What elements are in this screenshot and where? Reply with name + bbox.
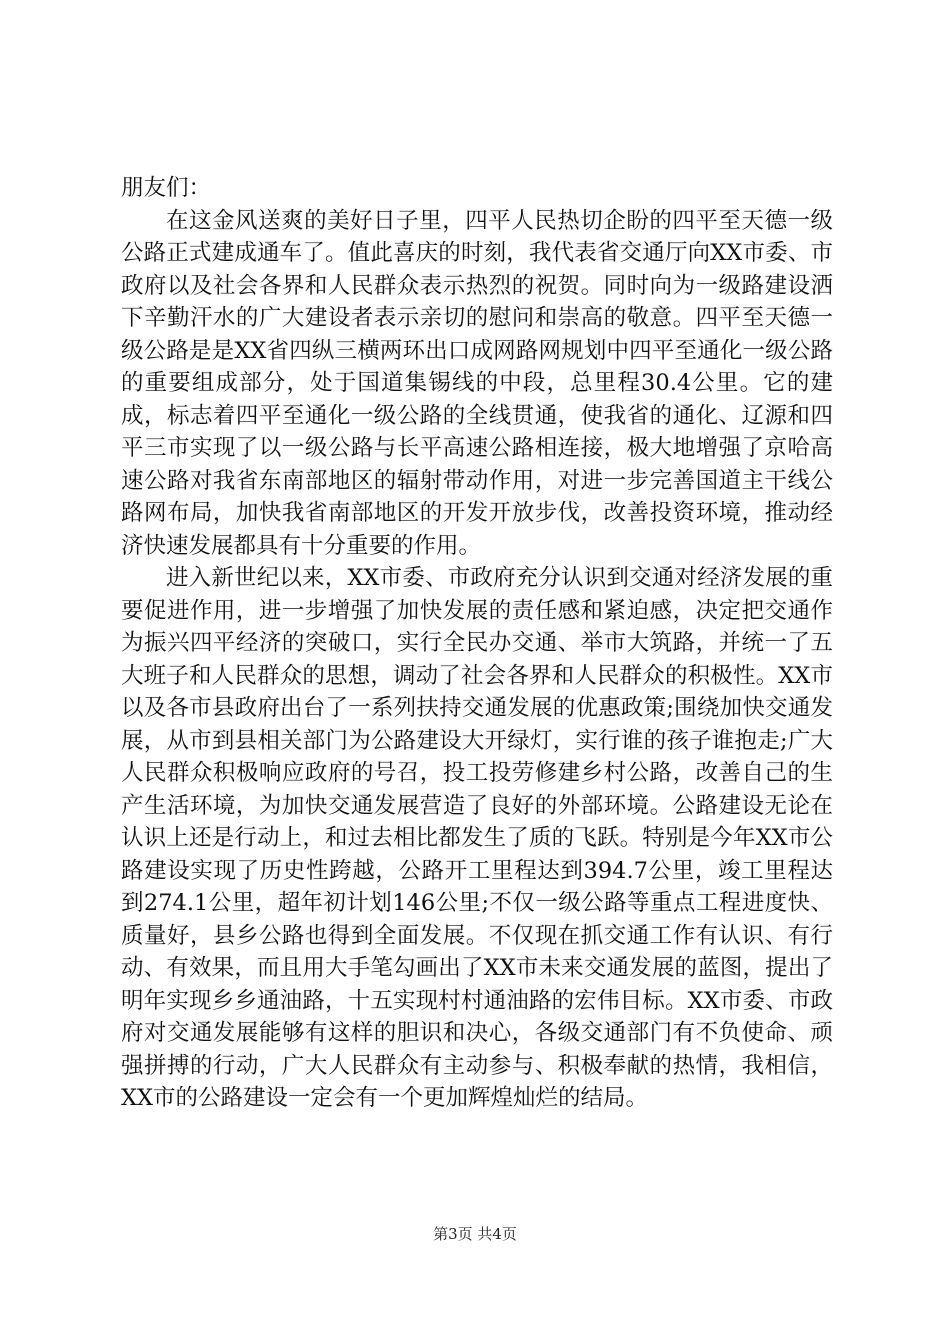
- document-body: [121, 172, 833, 1115]
- salutation: 朋友们：: [121, 175, 212, 201]
- paragraph-2: 进入新世纪以来，XX市委、市政府充分认识到交通对经济发展的重要促进作用，进一步增强了加快发展的责任感和紧迫感，决定把交通作为振兴四平经济的突破口，实行全民办交通、举市大筑路，并统一了五大班子和人民群众的思想，调动了社会各界和人民群众的积极性。XX市以及各市县政府出台了一系列扶持交通发展的优惠政策;围绕加快交通发展，从市到县相关部门为公路建设大开绿灯，实行谁的孩子谁抱走;广大人民群众积极响应政府的号召，投工投劳修建乡村公路，改善自己的生产生活环境，为加快交通发展营造了良好的外部环境。公路建设无论在认识上还是行动上，和过去相比都发生了质的飞跃。特别是今年XX市公路建设实现了历史性跨越，公路开工里程达到394.7公里，竣工里程达到274.1公里，超年初计划146公里;不仅一级公路等重点工程进度快、质量好，县乡公路也得到全面发展。不仅现在抓交通工作有认识、有行动、有效果，而且用大手笔勾画出了XX市未来交通发展的蓝图，提出了明年实现乡乡通油路，十五实现村村通油路的宏伟目标。XX市委、市政府对交通发展能够有这样的胆识和决心，各级交通部门有不负使命、顽强拼搏的行动，广大人民群众有主动参与、积极奉献的热情，我相信，XX市的公路建设一定会有一个更加辉煌灿烂的结局。: [121, 565, 833, 1111]
- page-number-footer: 第3页 共4页: [433, 1225, 517, 1243]
- paragraph-1: 在这金风送爽的美好日子里，四平人民热切企盼的四平至天德一级公路正式建成通车了。值此喜庆的时刻，我代表省交通厅向XX市委、市政府以及社会各界和人民群众表示热烈的祝贺。同时向为一级路建设洒下辛勤汗水的广大建设者表示亲切的慰问和崇高的敬意。四平至天德一级公路是是XX省四纵三横两环出口成网路网规划中四平至通化一级公路的重要组成部分，处于国道集锡线的中段，总里程30.4公里。它的建成，标志着四平至通化一级公路的全线贯通，使我省的通化、辽源和四平三市实现了以一级公路与长平高速公路相连接，极大地增强了京哈高速公路对我省东南部地区的辐射带动作用，对进一步完善国道主干线公路网布局，加快我省南部地区的开发开放步伐，改善投资环境，推动经济快速发展都具有十分重要的作用。: [121, 207, 833, 559]
